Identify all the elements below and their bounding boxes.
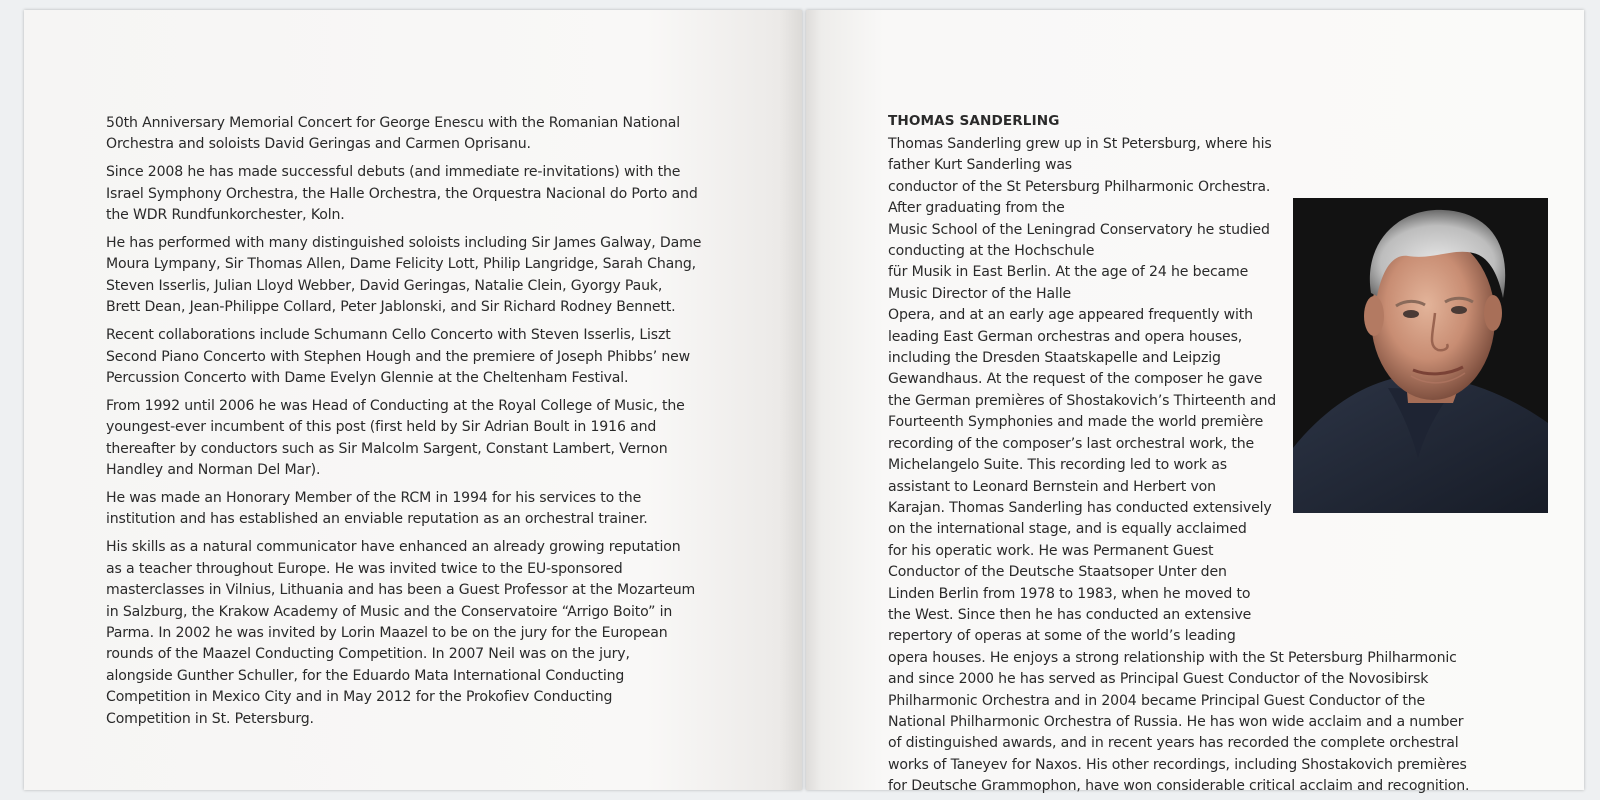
right-page-text <box>888 110 1548 798</box>
paragraph: His skills as a natural communicator have enhanced an already growing reputation as a teacher throughout Europe. He was invited twice to the EU-sponsored masterclasses in Vilnius, Lithuania and has been a Guest Professor at the Mozarteum in Salzburg, the Krakow Academy of Music and the Conservatoire “Arrigo Boito” in Parma. In 2002 he was invited by Lorin Maazel to be on the jury for the European rounds of the Maazel Conducting Competition. In 2007 Neil was on the jury, alongside Gunther Schuller, for the Eduardo Mata International Conducting Competition in Mexico City and in May 2012 for the Prokofiev Conducting Competition in St. Petersburg. <box>106 539 696 727</box>
portrait-photo <box>1293 198 1548 513</box>
paragraph: He was made an Honorary Member of the RCM in 1994 for his services to the institution and has established an enviable reputation as an orchestral trainer. <box>106 490 648 528</box>
paragraph: Recent collaborations include Schumann Cello Concerto with Steven Isserlis, Liszt Second Piano Concerto with Stephen Hough and the premiere of Joseph Phibbs’ new Percussion Concerto with Dame Evelyn Glennie at the Cheltenham Festival. <box>106 327 691 386</box>
left-page-text <box>106 113 756 736</box>
bio-text: Thomas Sanderling grew up in St Petersburg, where his father Kurt Sanderling was conductor of the St Petersburg Philharmonic Orchestra. After graduating from the Music School of the Leningrad Conservatory he studied conducting at the Hochschule für Musik in East Berlin. At the age of 24 he became Music Director of the Halle Opera, and at an early age appeared frequently with leading East German orchestras and opera houses, including the Dresden Staatskapelle and Leipzig Gewandhaus. At the request of the composer he gave the German premières of Shostakovich’s Thirteenth and Fourteenth Symphonies and made the world première recording of the composer’s last orchestral work, the Michelangelo Suite. This recording led to work as assistant to Leonard Bernstein and Herbert von Karajan. Thomas Sanderling has conducted extensively on the international stage, and is equally acclaimed for his operatic work. He was Permanent Guest Conductor of the Deutsche Staatsoper Unter den Linden Berlin from 1978 to 1983, when he moved to the West. Since then he has conducted an extensive repertory of operas at some of the world’s leading opera houses. He enjoys a strong relationship with the St Petersburg Philharmonic and since 2000 he has served as Principal Guest Conductor of the Novosibirsk Philharmonic Orchestra and in 2004 became Principal Guest Conductor of the National Philharmonic Orchestra of Russia. He has won wide acclaim and a number of distinguished awards, and in recent years has recorded the complete orchestral works of Taneyev for Naxos. His other recordings, including Shostakovich premières for Deutsche Grammophon, have won considerable critical acclaim and recognition. <box>888 136 1470 795</box>
paragraph: Since 2008 he has made successful debuts (and immediate re-invitations) with the Israel Symphony Orchestra, the Halle Orchestra, the Orquestra Nacional do Porto and the WDR Rundfunkorchester, Koln. <box>106 164 698 224</box>
paragraph: From 1992 until 2006 he was Head of Conducting at the Royal College of Music, the youngest-ever incumbent of this post (first held by Sir Adrian Boult in 1916 and thereafter by conductors such as Sir Malcolm Sargent, Constant Lambert, Vernon Handley and Norman Del Mar). <box>106 397 685 479</box>
left-page <box>24 10 802 790</box>
paragraph: 50th Anniversary Memorial Concert for George Enescu with the Romanian National Orchestra and soloists David Geringas and Carmen Oprisanu. <box>106 115 681 153</box>
section-heading: THOMAS SANDERLING <box>888 113 1060 129</box>
right-page <box>806 10 1584 795</box>
paragraph: He has performed with many distinguished soloists including Sir James Galway, Dame Moura Lympany, Sir Thomas Allen, Dame Felicity Lott, Philip Langridge, Sarah Chang, Steven Isserlis, Julian Lloyd Webber, David Geringas, Natalie Clein, Gyorgy Pauk, Brett Dean, Jean-Philippe Collard, Peter Jablonski, and Sir Richard Rodney Bennett. <box>106 235 702 316</box>
